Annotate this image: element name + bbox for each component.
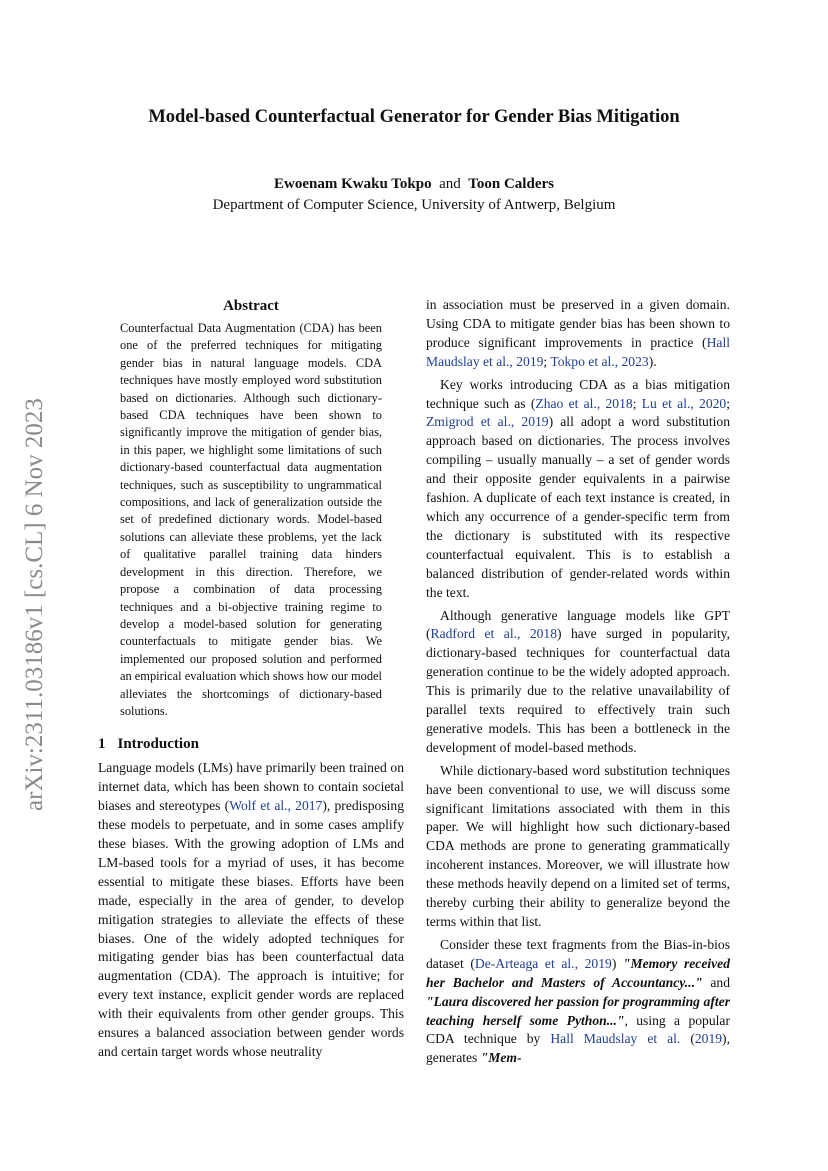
abstract-heading: Abstract (223, 298, 279, 314)
paper-title: Model-based Counterfactual Generator for Gender Bias Mitigation (148, 107, 680, 127)
citation-link[interactable]: Hall Maudslay et al. (550, 1031, 681, 1047)
intro-paragraph-3 (426, 607, 730, 758)
example-quote: "Laura discovered her passion for programming after teaching herself some Python..." (426, 993, 730, 1028)
citation-link[interactable]: Zmigrod et al., 2019 (426, 414, 549, 430)
citation-link[interactable]: Zhao et al., 2018 (535, 395, 633, 411)
citation-link[interactable]: 2019 (694, 1031, 723, 1047)
citation-link[interactable]: Tokpo et al., 2023 (550, 353, 649, 369)
author-name-1: Ewoenam Kwaku Tokpo (274, 176, 432, 192)
text-run: ; (726, 395, 731, 411)
intro-paragraph-1-continued (426, 296, 730, 372)
text-run: ) (611, 955, 623, 971)
text-run: and (702, 974, 730, 990)
citation-link[interactable]: De-Arteaga et al., 2019 (474, 955, 612, 971)
author-conjunction: and (439, 176, 461, 192)
section-number: 1 (98, 736, 106, 753)
left-column (98, 296, 404, 1062)
citation-link[interactable]: Hall Maudslay et al., 2019 (426, 334, 730, 369)
author-name-2: Toon Calders (468, 176, 554, 192)
intro-paragraph-5 (426, 936, 730, 1068)
text-run: ) all adopt a word substitution approach based on dictionaries. The process involves compiling – usually manually – a set of gender words and their opposite gender equivalents in a pairwise fashion. A duplicate of each text instance is created, in which any occurrence of a gender-specific term from the dictionary is substituted with its respective counterfactual equivalent. This is to establish a balanced distribution of gender-related words within the text. (426, 414, 731, 600)
text-run: ; (543, 353, 551, 369)
citation-link[interactable]: Radford et al., 2018 (430, 626, 558, 642)
section-heading-introduction (98, 734, 404, 754)
abstract-text: Counterfactual Data Augmentation (CDA) has been one of the preferred techniques for mitigating gender bias in natural language models. CDA techniques have mostly employed word substitution based on dictionaries. Although such dictionary-based CDA techniques have been shown to significantly improve the mitigation of gender bias, in this paper, we highlight some limitations of such dictionary-based counterfactual data augmentation techniques, such as susceptibility to ungrammatical compositions, and lack of generalization outside the set of predefined dictionary words. Model-based solutions can alleviate these problems, yet the lack of qualitative parallel training data hinders development in this direction. Therefore, we propose a combination of data processing techniques and a bi-objective training regime to develop a model-based solution for generating counterfactuals to mitigate gender bias. We implemented our proposed solution and performed an empirical evaluation which shows how our model alleviates the shortcomings of dictionary-based solutions. (120, 321, 382, 718)
text-run: Language models (LMs) have primarily been trained on internet data, which has been shown to contain societal biases and stereotypes ( (98, 760, 404, 814)
intro-paragraph-2 (426, 376, 730, 603)
affiliation: Department of Computer Science, University of Antwerp, Belgium (212, 197, 616, 213)
intro-paragraph-1 (98, 759, 404, 1062)
text-run: , using a popular CDA technique by (426, 1012, 730, 1047)
author-block (80, 174, 748, 216)
example-quote: "Mem- (480, 1050, 522, 1066)
text-run: ). (648, 353, 657, 369)
citation-link[interactable]: Lu et al., 2020 (641, 395, 727, 411)
text-run: Consider these text fragments from the Bias-in-bios dataset ( (426, 936, 730, 971)
intro-paragraph-4: While dictionary-based word substitution techniques have been conventional to use, we will discuss some significant limitations associated with them in this paper. We will highlight how such dictionary-based CDA methods are prone to generating grammatically incoherent instances. Moreover, we will illustrate how these methods heavily depend on a limited set of terms, thereby curbing their ability to generalize beyond the terms within that list. (426, 762, 730, 929)
text-run: ; (632, 395, 642, 411)
text-run: ), predisposing these models to perpetuate, and in some cases amplify these biases. With the growing adoption of LMs and LM-based tools for a myriad of uses, it has become essential to mitigate these biases. Efforts have been made, especially in the area of gender, to develop mitigation strategies to alleviate the effects of these biases. One of the widely adopted techniques for mitigating gender bias has been counterfactual data augmentation (CDA). The approach is intuitive; for every text instance, explicit gender words are replaced with their equivalents from other gender groups. This ensures a balanced association between gender words and certain target words whose neutrality (98, 798, 404, 1059)
text-run: in association must be preserved in a given domain. Using CDA to mitigate gender bias has been shown to produce significant improvements in practice ( (426, 297, 730, 350)
example-quote: "Memory received her Bachelor and Masters of Accountancy..." (426, 955, 731, 990)
text-run: Although generative language models like GPT ( (426, 607, 730, 642)
arxiv-stamp: arXiv:2311.03186v1 [cs.CL] 6 Nov 2023 (21, 398, 48, 812)
citation-link[interactable]: Wolf et al., 2017 (229, 798, 323, 814)
text-run: Key works introducing CDA as a bias mitigation technique such as ( (426, 376, 730, 411)
text-run: ), generates (426, 1031, 730, 1066)
right-column (426, 296, 730, 1068)
text-run: ) have surged in popularity, dictionary-based techniques for counterfactual data generation continue to be the widely adopted approach. This is primarily due to the relative unavailability of parallel texts required to effectively train such generative models. This has been a bottleneck in the development of model-based methods. (426, 626, 730, 755)
text-run: ( (680, 1031, 695, 1047)
section-title-text: Introduction (117, 736, 199, 753)
